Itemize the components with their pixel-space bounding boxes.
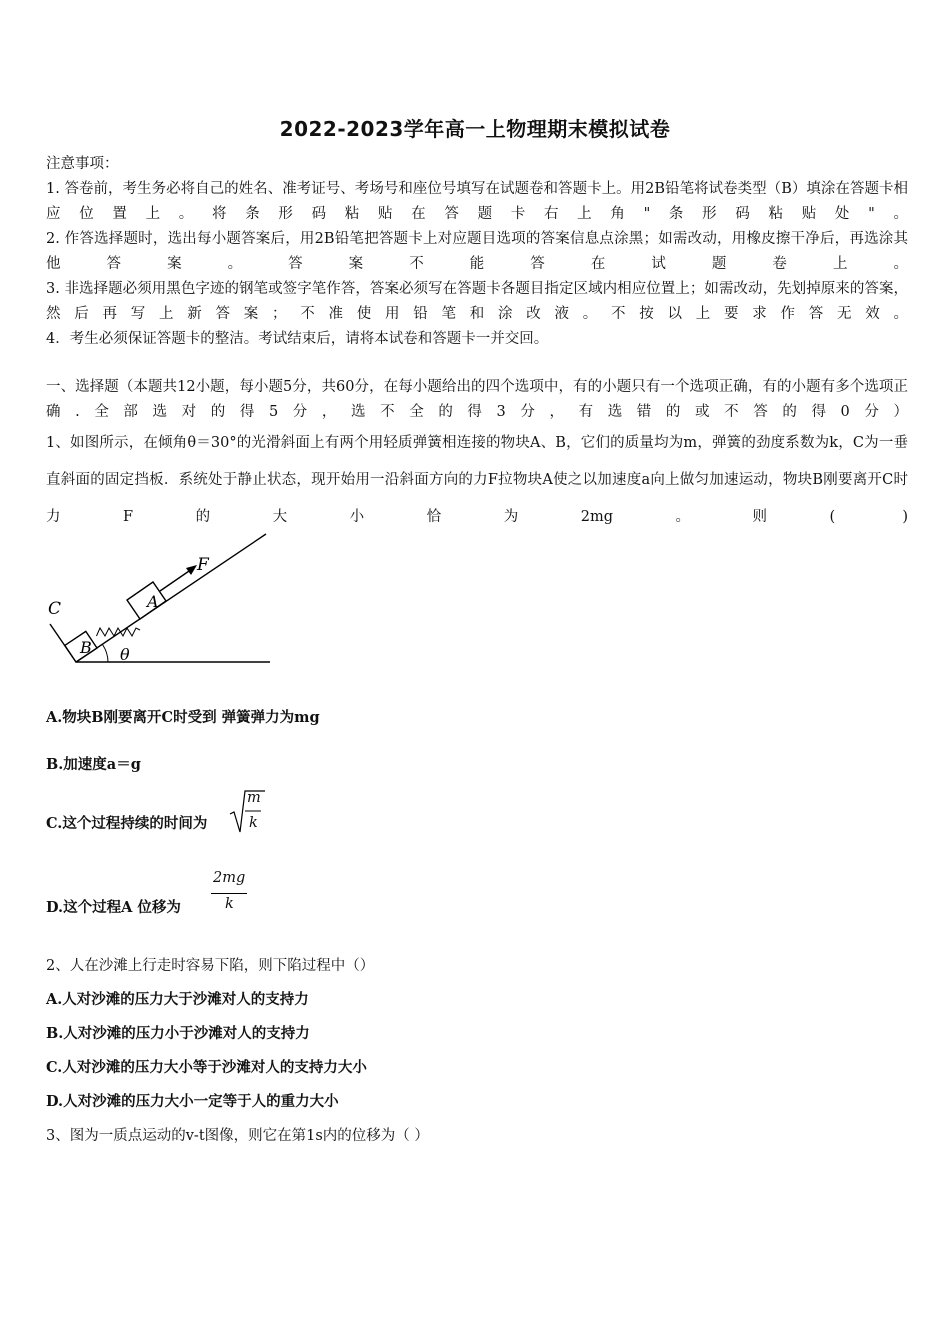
notice-heading: 注意事项：: [46, 156, 119, 172]
q2-option-a: A.人对沙滩的压力大于沙滩对人的支持力: [46, 991, 309, 1008]
q1-option-b: B.加速度a＝g: [46, 756, 141, 773]
page-title: 2022-2023学年高一上物理期末模拟试卷: [279, 117, 671, 141]
label-a: A: [147, 592, 159, 611]
notice-item-1: 1. 答卷前，考生务必将自己的姓名、准考证号、考场号和座位号填写在试题卷和答题卡上。用2B铅笔将试卷类型（B）填涂在答题卡相应位置上。将条形码粘贴在答题卡右上角"条形码粘贴处"。: [46, 181, 908, 222]
label-b: B: [80, 638, 92, 657]
notice-item-3: 3. 非选择题必须用黑色字迹的钢笔或签字笔作答，答案必须写在答题卡各题目指定区域内相应位置上；如需改动，先划掉原来的答案，然后再写上新答案；不准使用铅笔和涂改液。不按以上要求作答无效。: [46, 281, 908, 322]
q1-option-c: C.这个过程持续的时间为: [46, 815, 208, 832]
q1-c-numerator: m: [247, 790, 261, 806]
q2-option-c: C.人对沙滩的压力大小等于沙滩对人的支持力大小: [46, 1059, 367, 1076]
q1-d-fraction-bar: [211, 893, 247, 894]
q1-d-numerator: 2mg: [213, 870, 246, 886]
q1-c-denominator: k: [249, 815, 258, 831]
incline-figure: [40, 532, 280, 672]
question-1-stem: 1、如图所示，在倾角θ＝30°的光滑斜面上有两个用轻质弹簧相连接的物块A、B，它们的质量均为m，弹簧的劲度系数为k，C为一垂直斜面的固定挡板．系统处于静止状态，现开始用一沿斜面方向的力F拉物块A使之以加速度a向上做匀加速运动，物块B刚要离开C时力F的大小恰为2mg。则( ): [46, 435, 908, 525]
label-theta: θ: [120, 645, 130, 664]
q2-option-d: D.人对沙滩的压力大小一定等于人的重力大小: [46, 1093, 339, 1110]
q1-option-d: D.这个过程A 位移为: [46, 899, 181, 916]
q1-option-a: A.物块B刚要离开C时受到 弹簧弹力为mg: [46, 709, 320, 726]
q1-d-denominator: k: [225, 896, 234, 912]
section-heading: 一、选择题（本题共12小题，每小题5分，共60分，在每小题给出的四个选项中，有的小题只有一个选项正确，有的小题有多个选项正确.全部选对的得5分，选不全的得3分，有选错的或不答的得0分）: [46, 379, 908, 420]
label-c: C: [48, 599, 62, 619]
q2-option-b: B.人对沙滩的压力小于沙滩对人的支持力: [46, 1025, 310, 1042]
question-2-stem: 2、人在沙滩上行走时容易下陷，则下陷过程中（）: [46, 958, 375, 974]
question-3-stem: 3、图为一质点运动的v-t图像，则它在第1s内的位移为（ ）: [46, 1128, 429, 1144]
notice-item-4: 4．考生必须保证答题卡的整洁。考试结束后，请将本试卷和答题卡一并交回。: [46, 331, 549, 347]
notice-item-2: 2. 作答选择题时，选出每小题答案后，用2B铅笔把答题卡上对应题目选项的答案信息点涂黑；如需改动，用橡皮擦干净后，再选涂其他答案。答案不能答在试题卷上。: [46, 231, 908, 272]
label-f: F: [197, 555, 209, 575]
